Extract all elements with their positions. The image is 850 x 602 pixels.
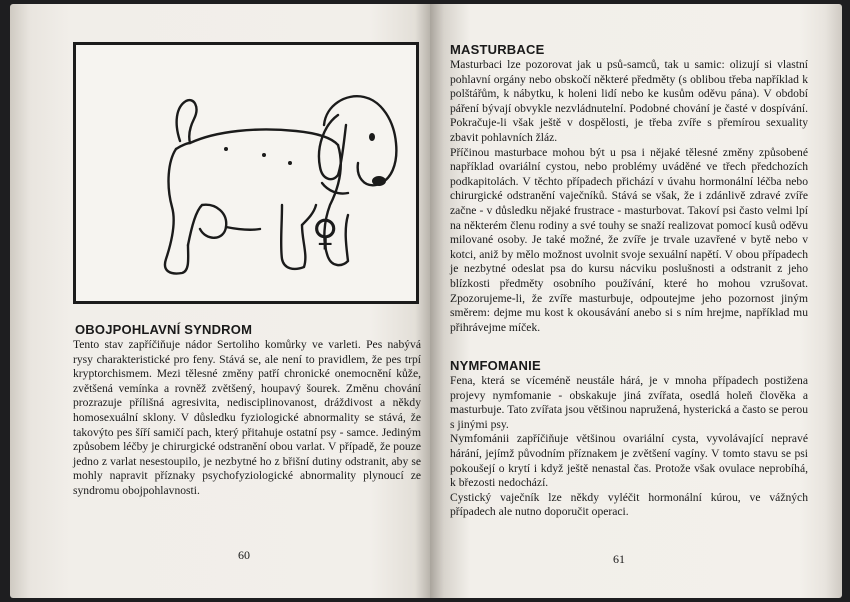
page-number-left: 60 <box>238 548 250 562</box>
dog-tail <box>177 100 197 143</box>
dog-back <box>190 130 338 146</box>
female-symbol-icon: ♀ <box>312 213 339 254</box>
page-number-right: 61 <box>613 552 625 566</box>
dog-nose <box>372 176 386 186</box>
masturbace-paragraph-2: Příčinou masturbace mohou být u psa i nějaké tělesné změny způsobené například ovariální cystou, nebo problémy uváděné ve třech předchozích podkapitolách. V těchto případech přichází v úvahu hormonální léčba nebo chirurgické odstranění vaječníků. Stává se však, že i zdánlivě zdravé zvíře začne - v důsledku nějaké frustrace - masturbovat. Takoví psi často velmi lpí na některém členu rodiny a své touhy se snaží realizovat pomocí kusů oděvu milované osoby. Je také možné, že zvíře je trvale uzavřené v bytě nebo v kotci, aniž by mělo možnost uvolnit svoje sexuální napětí. V obou případech je nezbytné odeslat psa do kursu nácviku poslušnosti a odstranit z jeho blízkosti předměty osobního používání, které ho mohou vzrušovat. Zpozorujeme-li, že zvíře masturbuje, odpoutejme jeho pozornost jiným směrem: dejme mu kost k okousávání anebo si s ním hrejme, například mu přihrávejme míček. <box>450 145 808 334</box>
left-body-text: Tento stav zapříčiňuje nádor Sertoliho komůrky ve varleti. Pes nabývá rysy charakteristické pro feny. Stává se, ale není to pravidlem, že pes trpí kryptorchismem. Mezi tělesné změny patří chronické onemocnění kůže, zvětšená vemínka a rovněž zvětšený, houpavý šourek. Změnu chování prozrazuje přílišná agresivita, nedisciplinovanost, dráždivost a někdy homosexuální sklony. V důsledku fyziologické abnormality se stává, že takovýto pes šíří samičí pach, který přitahuje ostatní psy - samce. Jediným způsobem léčby je chirurgické odstranění obou varlat. V případě, že pouze jedno z varlat nesestoupilo, je nezbytné ho z břišní dutiny odstranit, aby se mohly napravit příznaky psychofyziologické abnormality plynoucí ze syndromu obojpohlavnosti. <box>73 338 421 497</box>
right-page <box>430 4 842 598</box>
nymfomanie-paragraph-2: Nymfománii zapříčiňuje většinou ovariální cysta, vyvolávající nepravé hárání, jejímž původním příznakem je zvětšení vagíny. V tomto stavu se psi pokoušejí o krytí i když ještě nenastal čas. Protože však ovulace neprobíhá, k březosti nedochází. <box>450 432 808 490</box>
open-book <box>10 4 842 598</box>
dog-front-leg <box>281 205 305 269</box>
dog-illustration <box>76 45 416 301</box>
dog-belly <box>188 205 226 245</box>
heading-masturbace: MASTURBACE <box>450 42 545 57</box>
dog-rear-leg <box>165 149 188 273</box>
dog-eye <box>369 133 375 141</box>
nymfomanie-text <box>450 374 808 520</box>
heading-nymfomanie: NYMFOMANIE <box>450 358 541 373</box>
left-page <box>10 4 430 598</box>
nymfomanie-paragraph-1: Fena, která se víceméně neustále hárá, je v mnoha případech postižena projevy nymfomanie - obskakuje jiná zvířata, osedlá holeň člověka a masturbuje. Tato zvířata jsou většinou napružená, hysterická a často se perou s jinými psy. <box>450 374 808 431</box>
masturbace-paragraph-1: Masturbaci lze pozorovat jak u psů-samců, tak u samic: olizují si vlastní pohlavní orgány nebo obskočí některé předměty (s oblibou třeba například k polštářům, k nábytku, k holeni lidí nebo ke kusům oděvu pána). V období páření bývají obvykle nezvládnutelní. Podobné chování je časté v dospívání. Pokračuje-li však ještě v dospělosti, je třeba zvíře s přemírou sexuality zbavit pohlavních žláz. <box>450 58 808 144</box>
masturbace-text <box>450 58 808 335</box>
nymfomanie-paragraph-3: Cystický vaječník lze někdy vyléčit hormonální kúrou, ve vážných případech ale nutno doporučit operaci. <box>450 490 808 519</box>
heading-obojpohlavni-syndrom: OBOJPOHLAVNÍ SYNDROM <box>75 322 253 337</box>
dog-illustration-frame <box>73 42 419 304</box>
